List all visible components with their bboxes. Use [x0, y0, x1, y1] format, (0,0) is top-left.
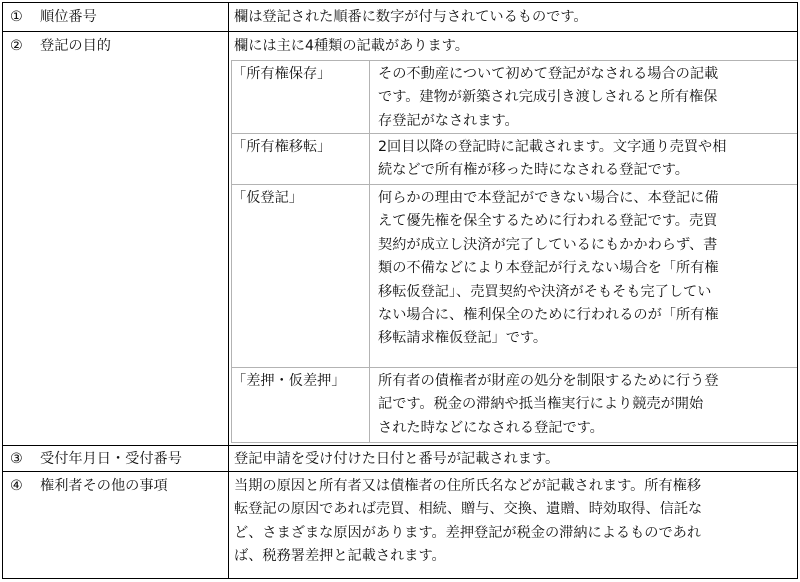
body-line: 当期の原因と所有者又は債権者の住所氏名などが記載されます。所有権移 — [234, 478, 702, 494]
desc-line: 続などで所有権が移った時になされる登記です。 — [378, 162, 689, 179]
row-2-marker: ② — [10, 38, 23, 54]
row-2-heading — [10, 35, 226, 57]
row-2-body: 欄には主に4種類の記載があります。 — [234, 38, 469, 54]
desc-line: 記です。税金の滞納や抵当権実行により競売が開始 — [378, 396, 704, 413]
desc-line: 契約が成立し決済が完了しているにもかかわらず、書 — [378, 236, 718, 253]
desc-ownership-transfer — [378, 136, 796, 183]
row-1-heading — [10, 6, 226, 28]
desc-seizure — [378, 370, 796, 440]
table-border-right — [797, 2, 798, 579]
row-2-heading-text: 登記の目的 — [40, 38, 111, 54]
desc-line: その不動産について初めて登記がなされる場合の記載 — [378, 66, 719, 82]
nested-divider-3 — [231, 367, 797, 368]
row-4-heading-text: 権利者その他の事項 — [40, 478, 168, 494]
row-3-heading — [10, 448, 226, 470]
desc-line: 存登記がなされます。 — [378, 112, 519, 129]
row-1-body: 欄は登記された順番に数字が付与されているものです。 — [234, 9, 588, 25]
row-4-body — [234, 475, 796, 569]
table-border-left — [2, 2, 3, 579]
desc-line: 何らかの理由で本登記ができない場合に、本登記に備 — [378, 190, 719, 206]
nested-column-divider — [369, 60, 370, 443]
row-divider-1 — [2, 31, 798, 32]
desc-line: 所有者の債権者が財産の処分を制限するために行う登 — [378, 373, 719, 389]
term-ownership-transfer: 「所有権移転」 — [232, 139, 332, 155]
desc-line: えて優先権を保全するために行われる登記です。売買 — [378, 213, 718, 230]
desc-line: 類の不備などにより本登記が行えない場合を「所有権 — [378, 260, 719, 277]
desc-provisional-registration — [378, 187, 796, 351]
body-line: ど、さまざまな原因があります。差押登記が税金の滞納によるものであれ — [234, 524, 702, 541]
row-3-marker: ③ — [10, 451, 23, 467]
desc-line: です。建物が新築され完成引き渡しされると所有権保 — [378, 89, 718, 106]
row-1-marker: ① — [10, 9, 23, 25]
row-4-marker: ④ — [10, 478, 23, 494]
desc-line: された時などになされる登記です。 — [378, 419, 604, 436]
row-3-heading-text: 受付年月日・受付番号 — [40, 451, 182, 467]
row-3-body: 登記申請を受け付けた日付と番号が記載されます。 — [234, 451, 560, 467]
row-divider-3 — [2, 471, 798, 472]
desc-ownership-preservation — [378, 63, 796, 133]
row-4-heading — [10, 475, 226, 497]
row-1-heading-text: 順位番号 — [40, 9, 97, 25]
column-divider — [228, 2, 229, 579]
term-ownership-preservation: 「所有権保存」 — [232, 66, 332, 82]
table-border-top — [2, 2, 798, 3]
desc-line: 移転請求権仮登記」です。 — [378, 330, 548, 347]
desc-line: 2回目以降の登記時に記載されます。文字通り売買や相 — [378, 139, 727, 155]
row-divider-2 — [2, 445, 798, 446]
nested-divider-2 — [231, 184, 797, 185]
desc-line: 移転仮登記」、売買契約や決済がそもそも完了してい — [378, 283, 712, 300]
term-seizure: 「差押・仮差押」 — [232, 373, 346, 389]
term-provisional-registration: 「仮登記」 — [232, 190, 303, 206]
desc-line: ない場合に、権利保全のために行われるのが「所有権 — [378, 307, 719, 324]
nested-table-bottom — [231, 442, 797, 443]
nested-table-top — [231, 60, 797, 61]
body-line: 転登記の原因であれば売買、相続、贈与、交換、遺贈、時効取得、信託な — [234, 501, 703, 518]
table-border-bottom — [2, 578, 798, 579]
body-line: ば、税務署差押と記載されます。 — [234, 548, 446, 565]
